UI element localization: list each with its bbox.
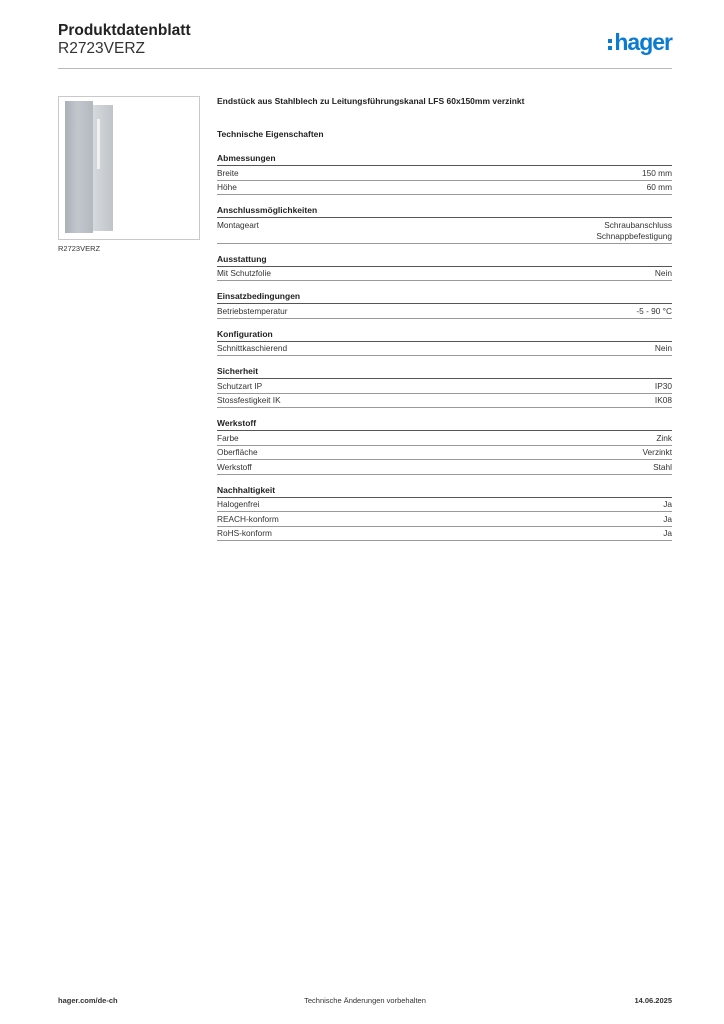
spec-label: Schutzart IP bbox=[217, 380, 263, 391]
footer-disclaimer: Technische Änderungen vorbehalten bbox=[304, 996, 426, 1005]
spec-value-line: Schraubanschluss bbox=[604, 219, 672, 230]
spec-label: Stossfestigkeit IK bbox=[217, 395, 281, 405]
section-heading: Technische Eigenschaften bbox=[217, 129, 324, 139]
hager-logo bbox=[608, 29, 672, 56]
spec-row bbox=[217, 460, 672, 475]
spec-value-line: Verzinkt bbox=[642, 447, 672, 457]
spec-row bbox=[217, 304, 672, 319]
spec-value-line: 60 mm bbox=[646, 182, 672, 192]
spec-row bbox=[217, 342, 672, 357]
spec-value-line: Ja bbox=[663, 499, 672, 509]
spec-value bbox=[663, 528, 672, 539]
spec-group-title: Sicherheit bbox=[217, 366, 672, 379]
spec-value-line: -5 - 90 °C bbox=[636, 305, 672, 316]
image-caption: R2723VERZ bbox=[58, 244, 101, 253]
spec-group bbox=[217, 291, 672, 319]
spec-label: Mit Schutzfolie bbox=[217, 268, 271, 278]
spec-label: Werkstoff bbox=[217, 461, 252, 472]
page-title: Produktdatenblatt bbox=[58, 22, 191, 39]
spec-value bbox=[642, 168, 672, 179]
spec-row bbox=[217, 181, 672, 196]
spec-value-line: Nein bbox=[654, 268, 672, 278]
spec-label: Farbe bbox=[217, 432, 239, 443]
spec-group bbox=[217, 329, 672, 357]
logo-dots-icon bbox=[608, 39, 612, 50]
spec-value bbox=[636, 306, 672, 317]
spec-group-title: Ausstattung bbox=[217, 254, 672, 267]
spec-row bbox=[217, 446, 672, 461]
spec-label: Halogenfrei bbox=[217, 499, 260, 509]
spec-row bbox=[217, 394, 672, 409]
product-description: Endstück aus Stahlblech zu Leitungsführungskanal LFS 60x150mm verzinkt bbox=[217, 96, 525, 106]
spec-row bbox=[217, 512, 672, 527]
product-image bbox=[58, 96, 200, 240]
spec-value bbox=[655, 395, 672, 406]
footer-date: 14.06.2025 bbox=[634, 996, 672, 1005]
spec-value bbox=[642, 447, 672, 458]
spec-group-title: Nachhaltigkeit bbox=[217, 485, 672, 498]
logo-text: hager bbox=[614, 29, 672, 55]
spec-group-title: Anschlussmöglichkeiten bbox=[217, 205, 672, 218]
spec-value-line: Ja bbox=[663, 528, 672, 538]
spec-group-title: Werkstoff bbox=[217, 418, 672, 431]
product-slot bbox=[97, 119, 100, 169]
spec-value bbox=[655, 343, 672, 354]
spec-row bbox=[217, 498, 672, 513]
spec-value bbox=[656, 433, 672, 444]
spec-row bbox=[217, 431, 672, 446]
spec-row bbox=[217, 267, 672, 282]
spec-label: Betriebstemperatur bbox=[217, 305, 288, 316]
spec-value-line: Schnappbefestigung bbox=[596, 230, 672, 241]
product-front-face bbox=[65, 101, 93, 233]
article-number: R2723VERZ bbox=[58, 40, 146, 57]
specs-content bbox=[217, 96, 672, 541]
spec-label: Schnittkaschierend bbox=[217, 343, 288, 353]
spec-group-title: Abmessungen bbox=[217, 153, 672, 166]
spec-value bbox=[647, 182, 672, 193]
spec-row bbox=[217, 166, 672, 181]
spec-value-line: Stahl bbox=[653, 461, 672, 472]
spec-value bbox=[663, 499, 672, 510]
spec-row bbox=[217, 218, 672, 244]
spec-value-line: Nein bbox=[654, 343, 672, 353]
spec-value-line: IP30 bbox=[654, 380, 672, 391]
spec-value-line: IK08 bbox=[654, 395, 672, 405]
spec-group bbox=[217, 366, 672, 408]
spec-value-line: 150 mm bbox=[642, 167, 672, 178]
spec-label: REACH-konform bbox=[217, 513, 279, 524]
spec-value-line: Zink bbox=[656, 432, 672, 443]
footer-website-link[interactable]: hager.com/de-ch bbox=[58, 996, 118, 1005]
spec-value-line: Ja bbox=[663, 513, 672, 524]
spec-value bbox=[655, 268, 672, 279]
spec-group-title: Konfiguration bbox=[217, 329, 672, 342]
spec-label: Montageart bbox=[217, 219, 259, 230]
spec-row bbox=[217, 527, 672, 542]
spec-group bbox=[217, 418, 672, 475]
spec-group bbox=[217, 254, 672, 282]
spec-label: Breite bbox=[217, 167, 239, 178]
spec-value bbox=[655, 381, 672, 392]
page-header bbox=[58, 22, 191, 58]
spec-groups bbox=[217, 153, 672, 541]
spec-group bbox=[217, 485, 672, 542]
product-side-face bbox=[93, 105, 113, 231]
spec-group bbox=[217, 205, 672, 244]
spec-group-title: Einsatzbedingungen bbox=[217, 291, 672, 304]
spec-row bbox=[217, 379, 672, 394]
spec-label: RoHS-konform bbox=[217, 528, 272, 538]
spec-value bbox=[653, 462, 672, 473]
spec-value bbox=[596, 220, 672, 242]
spec-value bbox=[663, 514, 672, 525]
spec-label: Höhe bbox=[217, 182, 237, 192]
spec-label: Oberfläche bbox=[217, 447, 258, 457]
header-divider bbox=[58, 68, 672, 69]
spec-group bbox=[217, 153, 672, 195]
